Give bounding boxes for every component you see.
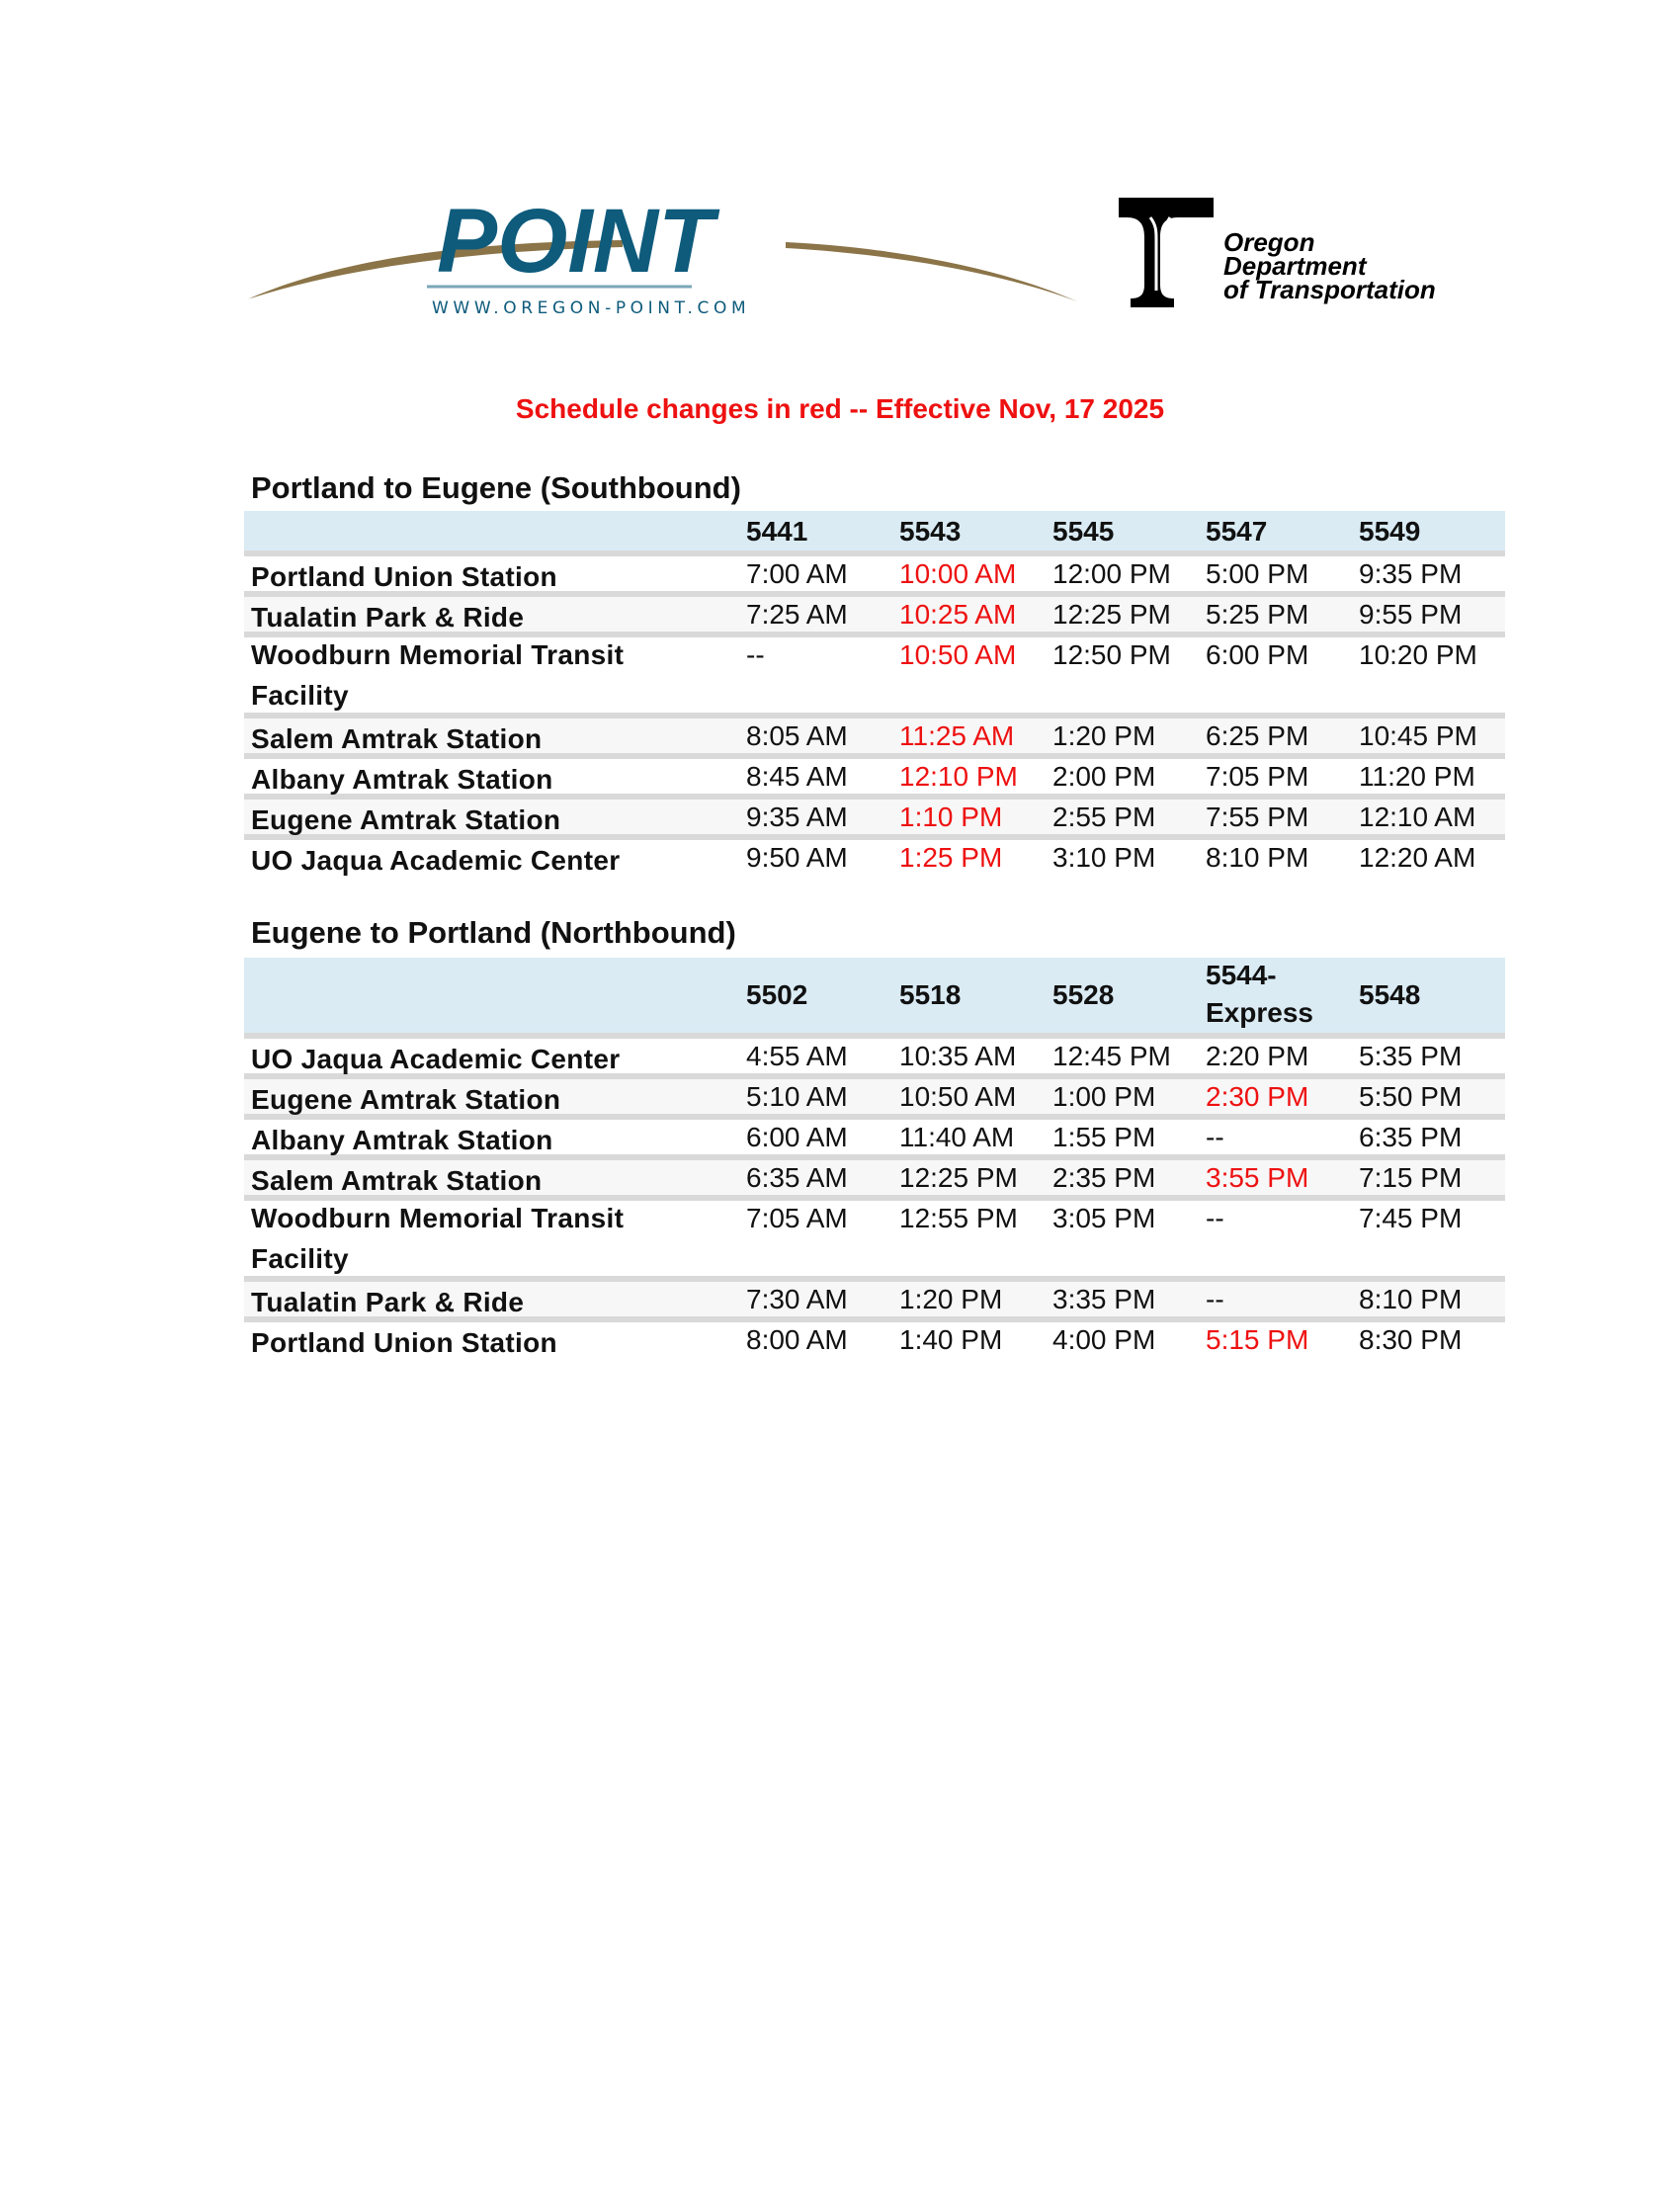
time-cell: 12:25 PM: [899, 1162, 1018, 1193]
station-name: UO Jaqua Academic Center: [251, 845, 621, 876]
time-cell: 10:20 PM: [1359, 639, 1477, 670]
time-cell: 5:25 PM: [1206, 599, 1309, 630]
time-cell: 12:45 PM: [1052, 1041, 1171, 1071]
time-cell-changed: 5:15 PM: [1206, 1324, 1309, 1355]
table-row: [244, 759, 1505, 794]
time-cell: --: [1206, 1203, 1224, 1233]
table-header: [244, 511, 1505, 550]
time-cell: 2:55 PM: [1052, 802, 1156, 832]
time-cell: 7:00 AM: [746, 558, 848, 589]
table-row: [244, 718, 1505, 753]
time-cell: 11:20 PM: [1359, 761, 1475, 792]
time-cell: 5:10 AM: [746, 1081, 848, 1112]
odot-line-1: Oregon: [1223, 227, 1315, 257]
time-cell: 7:05 AM: [746, 1203, 848, 1233]
time-cell: 4:55 AM: [746, 1041, 848, 1071]
trip-number: 5548: [1359, 979, 1421, 1010]
table-row: [244, 637, 1505, 713]
table-row: [244, 1282, 1505, 1316]
table-row: [244, 1120, 1505, 1154]
table-row: [244, 1201, 1505, 1276]
time-cell: --: [1206, 1284, 1224, 1314]
station-name: Woodburn Memorial Transit: [251, 1203, 625, 1233]
time-cell-changed: 1:25 PM: [899, 842, 1003, 873]
time-cell: 6:00 PM: [1206, 639, 1309, 670]
trip-number-line2: Express: [1206, 997, 1313, 1028]
station-name: Eugene Amtrak Station: [251, 1084, 561, 1115]
odot-wordmark: [1223, 227, 1436, 304]
time-cell: --: [746, 639, 765, 670]
time-cell: 7:45 PM: [1359, 1203, 1463, 1233]
southbound-title: Portland to Eugene (Southbound): [251, 470, 741, 505]
time-cell: 2:00 PM: [1052, 761, 1156, 792]
time-cell: 1:20 PM: [899, 1284, 1003, 1314]
northbound-table: [244, 958, 1505, 1362]
station-name: Tualatin Park & Ride: [251, 602, 525, 633]
time-cell: 6:35 AM: [746, 1162, 848, 1193]
odot-logo: [1117, 196, 1512, 309]
station-name: Portland Union Station: [251, 561, 557, 592]
time-cell: 8:30 PM: [1359, 1324, 1463, 1355]
table-row: [244, 840, 1505, 880]
time-cell: 10:45 PM: [1359, 720, 1477, 751]
trip-number: 5518: [899, 979, 962, 1010]
table-row: [244, 1322, 1505, 1362]
time-cell-changed: 1:10 PM: [899, 802, 1003, 832]
time-cell: 9:55 PM: [1359, 599, 1463, 630]
trip-number: 5549: [1359, 516, 1421, 547]
time-cell: 12:10 AM: [1359, 802, 1476, 832]
southbound-table: [244, 511, 1505, 880]
time-cell-changed: 3:55 PM: [1206, 1162, 1309, 1193]
odot-line-2: Department: [1223, 251, 1367, 281]
time-cell: 12:00 PM: [1052, 558, 1171, 589]
time-cell: 1:55 PM: [1052, 1122, 1156, 1152]
station-name: Eugene Amtrak Station: [251, 804, 561, 835]
time-cell: 8:45 AM: [746, 761, 848, 792]
time-cell: 5:50 PM: [1359, 1081, 1463, 1112]
time-cell: 3:10 PM: [1052, 842, 1156, 873]
time-cell: 8:05 AM: [746, 720, 848, 751]
time-cell: 12:20 AM: [1359, 842, 1476, 873]
table-row: [244, 1160, 1505, 1195]
time-cell-changed: 10:25 AM: [899, 599, 1017, 630]
time-cell-changed: 12:10 PM: [899, 761, 1018, 792]
northbound-title: Eugene to Portland (Northbound): [251, 915, 736, 950]
point-logo: [247, 193, 1077, 341]
station-name: Portland Union Station: [251, 1327, 557, 1358]
odot-emblem-icon: [1117, 196, 1216, 309]
station-name: Tualatin Park & Ride: [251, 1287, 525, 1317]
time-cell: 9:50 AM: [746, 842, 848, 873]
time-cell: 7:30 AM: [746, 1284, 848, 1314]
time-cell: 2:20 PM: [1206, 1041, 1309, 1071]
trip-number: 5547: [1206, 516, 1268, 547]
time-cell-changed: 11:25 AM: [899, 720, 1015, 751]
trip-number: 5441: [746, 516, 808, 547]
time-cell: 9:35 PM: [1359, 558, 1463, 589]
time-cell: 7:55 PM: [1206, 802, 1309, 832]
time-cell: 4:00 PM: [1052, 1324, 1156, 1355]
time-cell: 6:35 PM: [1359, 1122, 1463, 1152]
station-name: Albany Amtrak Station: [251, 1125, 553, 1155]
time-cell: 11:40 AM: [899, 1122, 1015, 1152]
time-cell-changed: 10:50 AM: [899, 639, 1017, 670]
schedule-change-notice: Schedule changes in red -- Effective Nov, 17 2025: [515, 393, 1165, 424]
time-cell: 7:05 PM: [1206, 761, 1309, 792]
svg-text:POINT: POINT: [437, 193, 720, 292]
time-cell-changed: 10:00 AM: [899, 558, 1017, 589]
time-cell: 2:35 PM: [1052, 1162, 1156, 1193]
trip-number: 5502: [746, 979, 808, 1010]
time-cell: 8:00 AM: [746, 1324, 848, 1355]
time-cell: 5:00 PM: [1206, 558, 1309, 589]
station-name: Salem Amtrak Station: [251, 723, 543, 754]
time-cell: 8:10 PM: [1206, 842, 1309, 873]
table-row: [244, 1039, 1505, 1073]
trip-number: 5544-: [1206, 960, 1277, 990]
time-cell: 8:10 PM: [1359, 1284, 1463, 1314]
station-name: Woodburn Memorial Transit: [251, 639, 625, 670]
station-name: UO Jaqua Academic Center: [251, 1044, 621, 1074]
trip-number: 5545: [1052, 516, 1115, 547]
station-name-line2: Facility: [251, 680, 349, 711]
station-name-line2: Facility: [251, 1243, 349, 1274]
time-cell: 5:35 PM: [1359, 1041, 1463, 1071]
table-row: [244, 556, 1505, 591]
time-cell: 3:35 PM: [1052, 1284, 1156, 1314]
time-cell: 9:35 AM: [746, 802, 848, 832]
time-cell: 12:50 PM: [1052, 639, 1171, 670]
time-cell: 10:35 AM: [899, 1041, 1017, 1071]
time-cell: 1:40 PM: [899, 1324, 1003, 1355]
trip-number: 5528: [1052, 979, 1115, 1010]
trip-number: 5543: [899, 516, 962, 547]
table-row: [244, 800, 1505, 834]
time-cell: 12:55 PM: [899, 1203, 1018, 1233]
time-cell-changed: 2:30 PM: [1206, 1081, 1309, 1112]
time-cell: 7:25 AM: [746, 599, 848, 630]
odot-line-3: of Transportation: [1223, 275, 1436, 304]
table-row: [244, 1079, 1505, 1114]
time-cell: 7:15 PM: [1359, 1162, 1463, 1193]
station-name: Albany Amtrak Station: [251, 764, 553, 795]
time-cell: 6:00 AM: [746, 1122, 848, 1152]
point-url-text: WWW.OREGON-POINT.COM: [432, 298, 751, 318]
time-cell: 12:25 PM: [1052, 599, 1171, 630]
time-cell: 1:20 PM: [1052, 720, 1156, 751]
table-header: [244, 958, 1505, 1033]
time-cell: 6:25 PM: [1206, 720, 1309, 751]
station-name: Salem Amtrak Station: [251, 1165, 543, 1196]
table-row: [244, 597, 1505, 632]
point-swoosh-icon: [247, 193, 1077, 341]
time-cell: 1:00 PM: [1052, 1081, 1156, 1112]
time-cell: 3:05 PM: [1052, 1203, 1156, 1233]
time-cell: --: [1206, 1122, 1224, 1152]
time-cell: 10:50 AM: [899, 1081, 1017, 1112]
